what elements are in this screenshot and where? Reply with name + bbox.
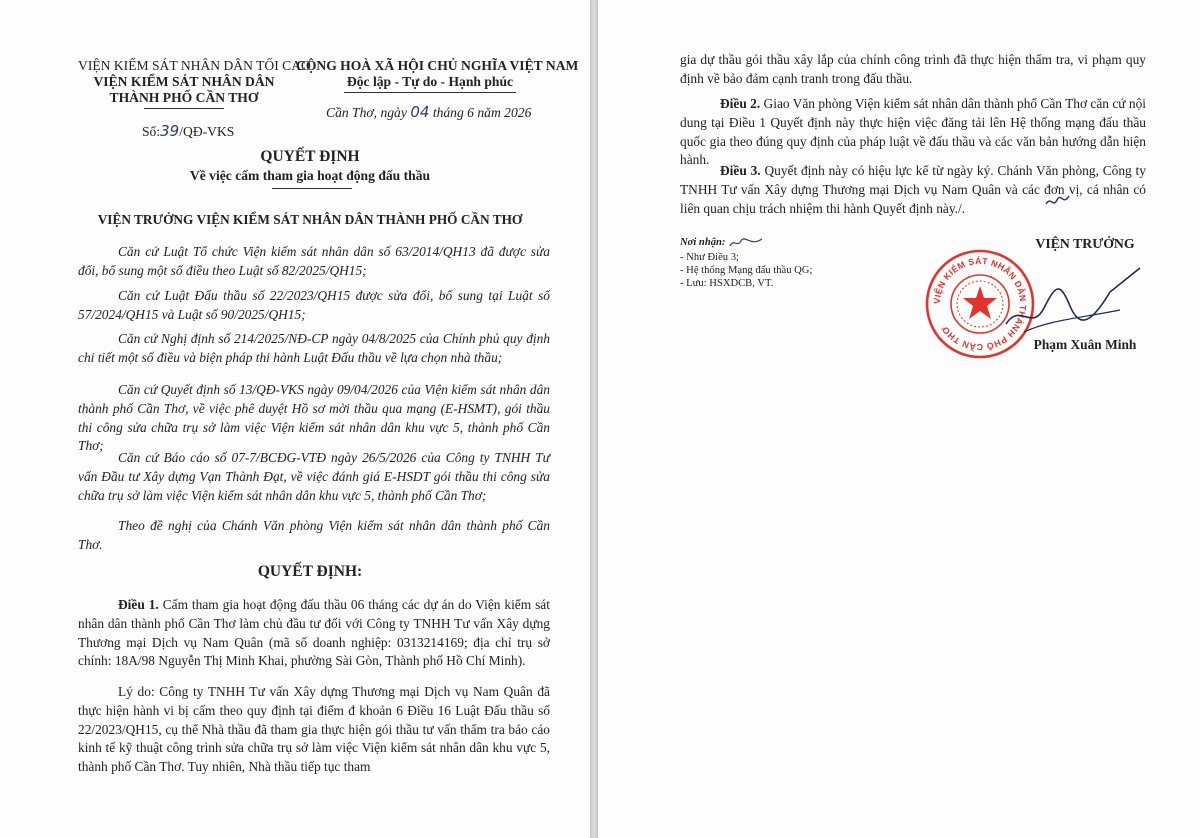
recipient-item: - Lưu: HSXDCB, VT.	[680, 278, 774, 289]
agency-underline	[144, 108, 224, 109]
document-subject: Về việc cấm tham gia hoạt động đấu thầu	[189, 168, 431, 183]
basis-item: Căn cứ Nghị định số 214/2025/NĐ-CP ngày 04/8/2025 của Chính phủ quy định chi tiết một số điều và biện pháp thi hành Luật Đấu thầu về lựa chọn nhà thầu;	[78, 331, 550, 365]
national-motto: Độc lập - Tự do - Hạnh phúc	[346, 74, 514, 89]
recipients-label: Nơi nhận:	[680, 236, 764, 250]
article-1	[78, 596, 550, 671]
agency-name-line2: THÀNH PHỐ CẦN THƠ	[109, 90, 259, 105]
basis-item: Căn cứ Quyết định số 13/QĐ-VKS ngày 09/04/2026 của Viện kiểm sát nhân dân thành phố Cần Thơ, về việc phê duyệt Hồ sơ mời thầu qua mạng (E-HSMT), gói thầu thi công sửa chữa trụ sở làm việc Viện kiểm sát nhân dân khu vực 5, thành phố Cần Thơ;	[78, 382, 550, 454]
basis-item: Căn cứ Luật Đấu thầu số 22/2023/QH15 được sửa đổi, bổ sung tại Luật số 57/2024/QH15 và Luật số 90/2025/QH15;	[78, 288, 550, 322]
recipient-item: - Hệ thống Mạng đấu thầu QG;	[680, 265, 813, 276]
article-3-label: Điều 3.	[720, 163, 761, 178]
basis-item: Căn cứ Báo cáo số 07-7/BCĐG-VTĐ ngày 26/5/2026 của Công ty TNHH Tư vấn Đầu tư Xây dựng Vạn Thành Đạt, về việc đánh giá E-HSDT gói thầu thi công sửa chữa trụ sở làm việc Viện kiểm sát nhân dân khu vực 5, thành phố Cần Thơ;	[78, 450, 550, 503]
article-3-text: Quyết định này có hiệu lực kể từ ngày ký. Chánh Văn phòng, Công ty TNHH Tư vấn Xây dựng Thương mại Dịch vụ Nam Quân và các đơn vị, cá nhân có liên quan chịu trách nhiệm thi hành Quyết định này./.	[680, 163, 1146, 216]
article-3	[680, 162, 1146, 218]
signer-title: VIỆN TRƯỞNG	[1035, 236, 1135, 251]
motto-underline	[344, 92, 516, 93]
article-1-reason: Lý do: Công ty TNHH Tư vấn Xây dựng Thương mại Dịch vụ Nam Quân đã thực hiện hành vi bị cấm theo quy định tại điểm đ khoản 6 Điều 16 Luật Đấu thầu số 22/2023/QH15, cụ thể Nhà thầu đã tham gia thực hiện gói thầu tư vấn thẩm tra báo cáo kinh tế kỹ thuật công trình sửa chữa trụ sở làm việc Viện kiểm sát nhân dân khu vực 5, thành phố Cần Thơ. Tuy nhiên, Nhà thầu tiếp tục tham	[78, 684, 550, 775]
issuer-title: VIỆN TRƯỞNG VIỆN KIỂM SÁT NHÂN DÂN THÀNH PHỐ CẦN THƠ	[97, 212, 523, 227]
decision-heading: QUYẾT ĐỊNH:	[257, 563, 363, 580]
article-1-label: Điều 1.	[118, 597, 159, 612]
agency-parent: VIỆN KIỂM SÁT NHÂN DÂN TỐI CAO	[78, 58, 311, 73]
country-name: CỘNG HOÀ XÃ HỘI CHỦ NGHĨA VIỆT NAM	[296, 58, 579, 73]
initials-mark	[1043, 192, 1073, 212]
handwritten-day: 04	[410, 103, 430, 121]
document-date: Cần Thơ, ngày 04 tháng 6 năm 2026	[326, 103, 532, 121]
article-2-label: Điều 2.	[720, 96, 761, 111]
svg-text:VIỆN KIỂM SÁT NHÂN DÂN THÀNH P: VIỆN KIỂM SÁT NHÂN DÂN THÀNH PHỐ CẦN THƠ	[931, 255, 1029, 353]
recipient-item: - Như Điều 3;	[680, 252, 739, 263]
document-page-1	[0, 0, 590, 838]
signer-name: Phạm Xuân Minh	[1033, 337, 1137, 352]
document-number: Số:39/QĐ-VKS	[142, 122, 235, 140]
recipients-initials-mark	[728, 237, 764, 249]
document-type: QUYẾT ĐỊNH	[260, 148, 360, 165]
basis-item: Theo đề nghị của Chánh Văn phòng Viện kiểm sát nhân dân thành phố Cần Thơ.	[78, 518, 550, 552]
handwritten-signature	[1000, 262, 1150, 342]
subject-underline	[272, 188, 352, 189]
article-2-text: Giao Văn phòng Viện kiểm sát nhân dân thành phố Cần Thơ căn cứ nội dung tại Điều 1 Quyết định này thực hiện việc đăng tải lên Hệ thống mạng đấu thầu quốc gia theo đúng quy định của pháp luật về đấu thầu và các văn bản hướng dẫn hiện hành.	[680, 96, 1146, 168]
basis-item: Căn cứ Luật Tổ chức Viện kiểm sát nhân dân số 63/2014/QH13 đã được sửa đổi, bổ sung một số điều theo Luật số 82/2025/QH15;	[78, 244, 550, 278]
handwritten-number: 39	[160, 122, 180, 140]
reason-continuation: gia dự thầu gói thầu xây lắp của chính công trình đã thực hiện thẩm tra, vi phạm quy định về bảo đảm cạnh tranh trong đấu thầu.	[680, 52, 1146, 86]
article-1-text: Cấm tham gia hoạt động đấu thầu 06 tháng các dự án do Viện kiểm sát nhân dân thành phố Cần Thơ làm chủ đầu tư đối với Công ty TNHH Tư vấn Xây dựng Thương mại Dịch vụ Nam Quân (mã số doanh nghiệp: 0313214169; địa chỉ trụ sở chính: 18A/98 Nguyễn Thị Minh Khai, phường Sài Gòn, Thành phố Hồ Chí Minh).	[78, 597, 550, 669]
article-2	[680, 95, 1146, 170]
document-page-2	[598, 0, 1200, 838]
agency-name-line1: VIỆN KIỂM SÁT NHÂN DÂN	[93, 74, 275, 89]
